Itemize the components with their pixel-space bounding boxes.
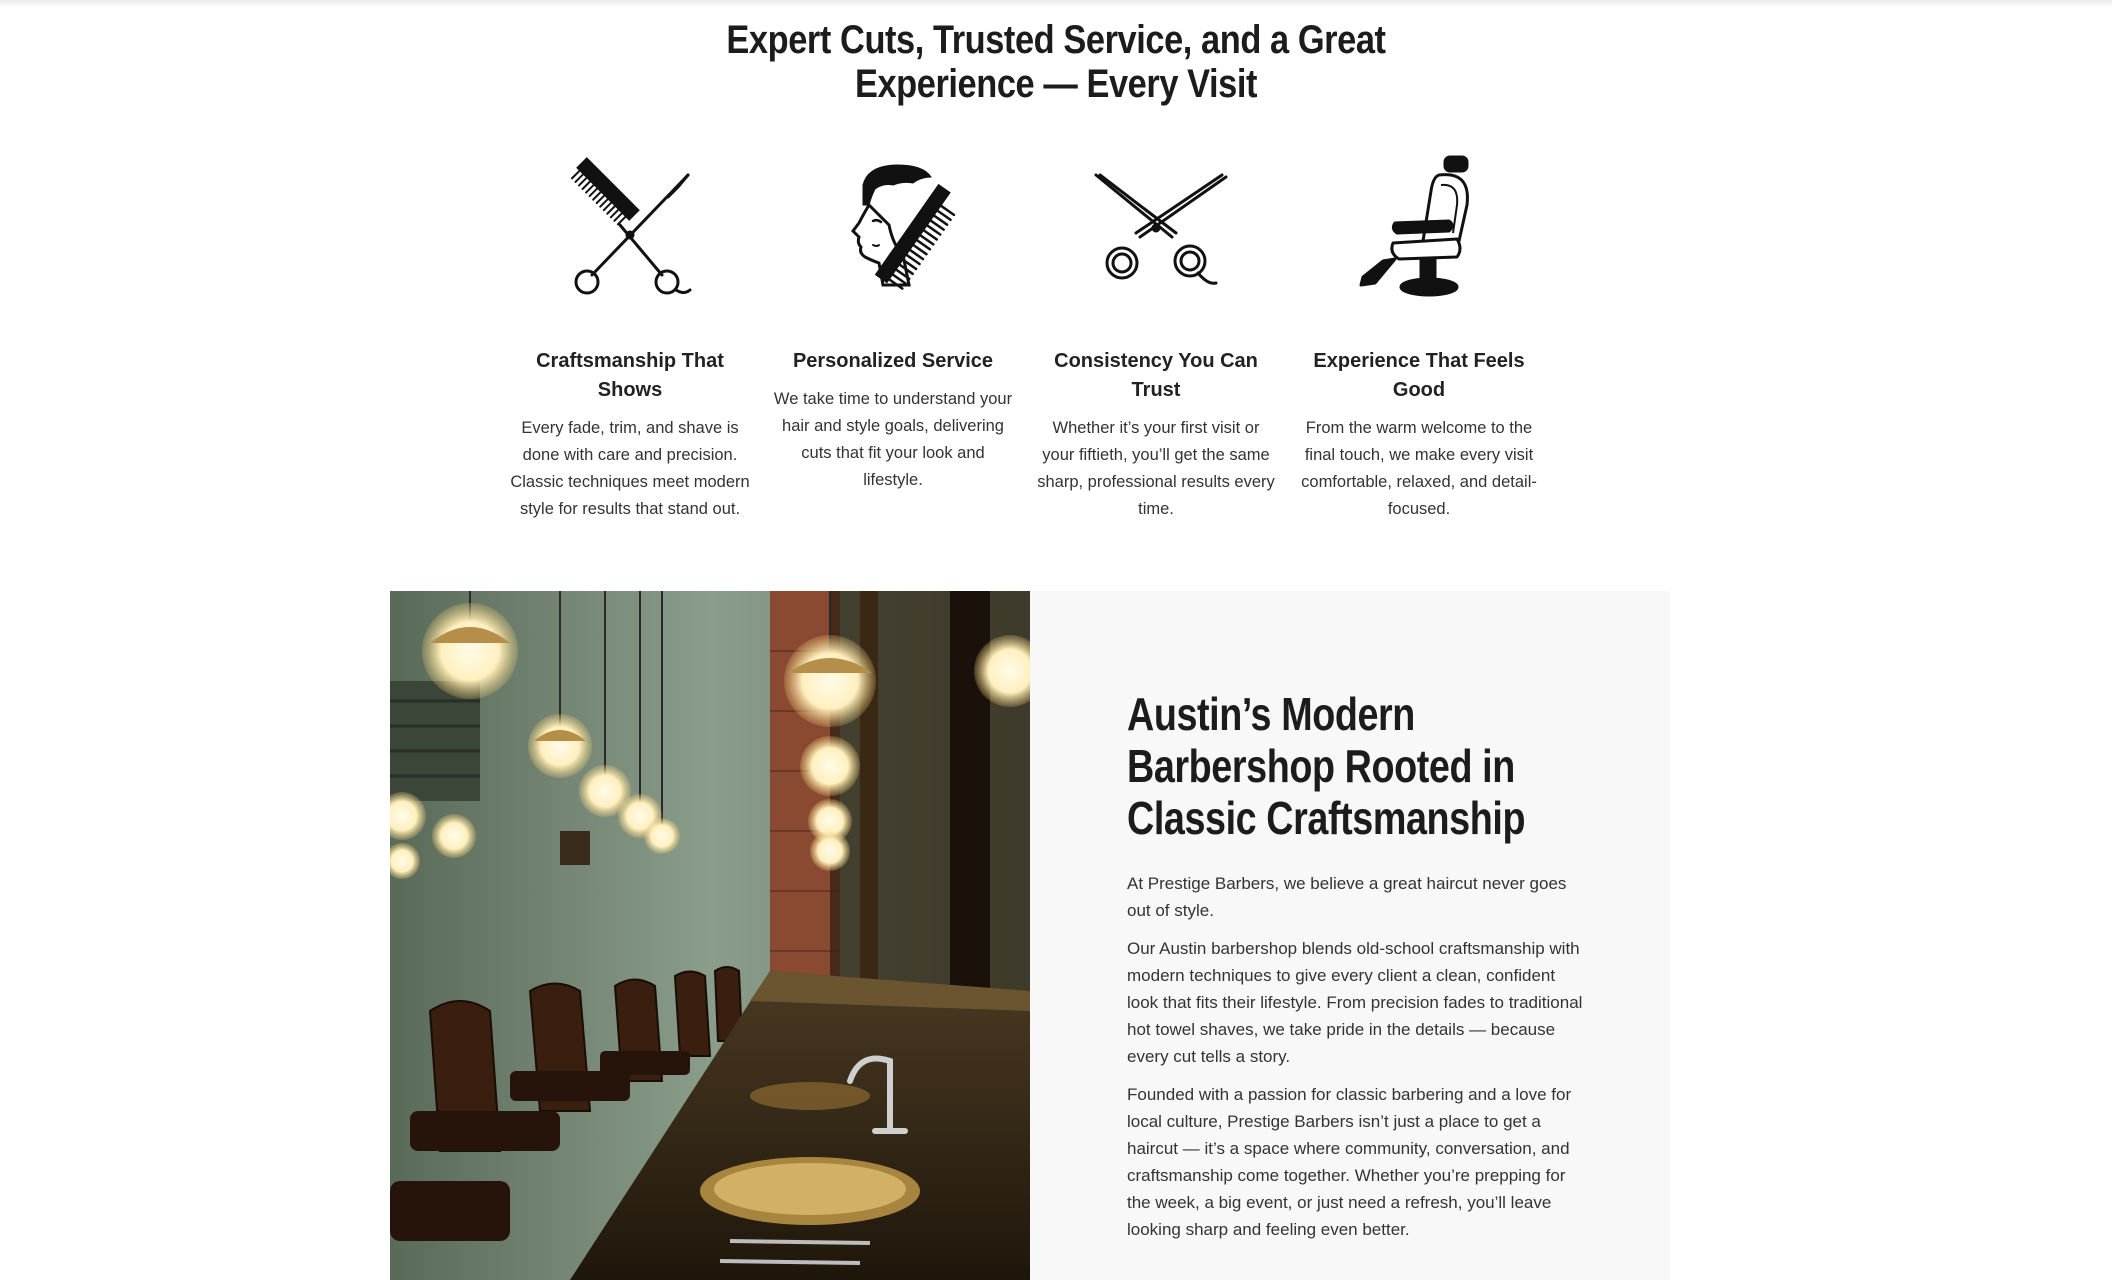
about-paragraph: At Prestige Barbers, we believe a great haircut never goes out of style. [1127,874,1567,920]
man-profile-comb-icon [813,145,973,305]
feature-card-personalized [773,145,1013,494]
about-title-line3: Classic Craftsmanship [1127,792,1526,844]
feature-title: Experience That Feels Good [1313,350,1525,401]
section-heading-line1: Expert Cuts, Trusted Service, and a Great [726,18,1386,62]
feature-card-experience [1299,145,1539,523]
feature-description: Whether it’s your first visit or your fiftieth, you’ll get the same sharp, professional results every time. [1037,419,1275,518]
top-fade [0,0,2112,8]
feature-description: From the warm welcome to the final touch, we make every visit comfortable, relaxed, and detail-focused. [1301,419,1537,518]
feature-card-consistency [1036,145,1276,523]
feature-description: Every fade, trim, and shave is done with care and precision. Classic techniques meet modern style for results that stand out. [510,419,750,518]
about-body [1127,870,1587,1254]
feature-title: Consistency You Can Trust [1054,350,1258,401]
scissors-icon [1076,145,1236,305]
about-paragraph: Founded with a passion for classic barbering and a love for local culture, Prestige Barbers isn’t just a place to get a haircut — it’s a space where community, conversation, and craftsmanship come together. Whether you’re prepping for the week, a big event, or just need a refresh, you’ll leave looking sharp and feeling even better. [1127,1085,1572,1239]
feature-card-craftsmanship [510,145,750,523]
scissors-comb-icon [550,145,710,305]
barbershop-interior-photo [390,591,1030,1280]
section-heading-line2: Experience — Every Visit [854,62,1258,106]
feature-description: We take time to understand your hair and style goals, delivering cuts that fit your look and lifestyle. [773,390,1013,489]
barber-chair-icon [1339,145,1499,305]
features-row [510,145,1566,565]
feature-title: Craftsmanship That Shows [536,350,724,401]
section-heading [626,18,1486,106]
barbershop-illustration [390,591,1030,1280]
about-title [1127,688,1553,844]
about-paragraph: Our Austin barbershop blends old-school craftsmanship with modern techniques to give every client a clean, confident look that fits their lifestyle. From precision fades to traditional hot towel shaves, we take pride in the details — because every cut tells a story. [1127,939,1583,1066]
about-title-line2: Barbershop Rooted in [1127,740,1515,792]
about-title-line1: Austin’s Modern [1127,688,1415,740]
feature-title: Personalized Service [792,350,994,372]
